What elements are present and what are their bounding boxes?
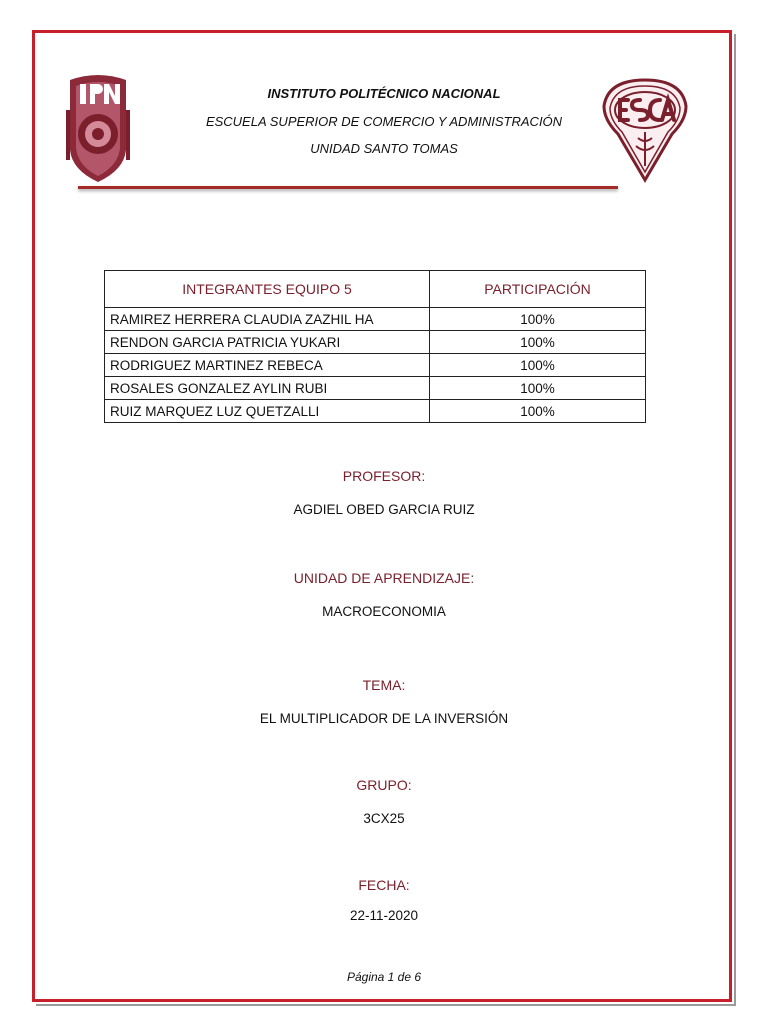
member-participation: 100% [430,354,646,377]
member-participation: 100% [430,308,646,331]
grupo-value: 3CX25 [363,811,405,826]
institution-name: INSTITUTO POLITÉCNICO NACIONAL [267,86,501,101]
member-name: RUIZ MARQUEZ LUZ QUETZALLI [105,400,430,423]
unit-name: UNIDAD SANTO TOMAS [310,141,458,156]
profesor-label: PROFESOR: [342,468,426,484]
member-name: RODRIGUEZ MARTINEZ REBECA [105,354,430,377]
table-row [105,308,646,331]
member-participation: 100% [430,400,646,423]
header-divider [78,186,618,189]
member-participation: 100% [430,377,646,400]
column-header-members: INTEGRANTES EQUIPO 5 [105,271,430,308]
fecha-value: 22-11-2020 [349,908,419,923]
members-table [104,270,646,423]
table-row [105,354,646,377]
column-header-participation: PARTICIPACIÓN [430,271,646,308]
table-row [105,331,646,354]
member-name: ROSALES GONZALEZ AYLIN RUBI [105,377,430,400]
profesor-value: AGDIEL OBED GARCIA RUIZ [293,502,475,517]
page-number: Página 1 de 6 [346,970,422,984]
fecha-label: FECHA: [358,877,410,893]
member-name: RAMIREZ HERRERA CLAUDIA ZAZHIL HA [105,308,430,331]
table-row [105,400,646,423]
table-row [105,377,646,400]
unidad-label: UNIDAD DE APRENDIZAJE: [293,570,475,586]
tema-value: EL MULTIPLICADOR DE LA INVERSIÓN [259,711,509,726]
member-participation: 100% [430,331,646,354]
unidad-value: MACROECONOMIA [322,604,446,619]
tema-label: TEMA: [362,677,406,693]
table-header-row [105,271,646,308]
member-name: RENDON GARCIA PATRICIA YUKARI [105,331,430,354]
school-name: ESCUELA SUPERIOR DE COMERCIO Y ADMINISTRACIÓN [205,114,563,129]
grupo-label: GRUPO: [356,777,412,793]
